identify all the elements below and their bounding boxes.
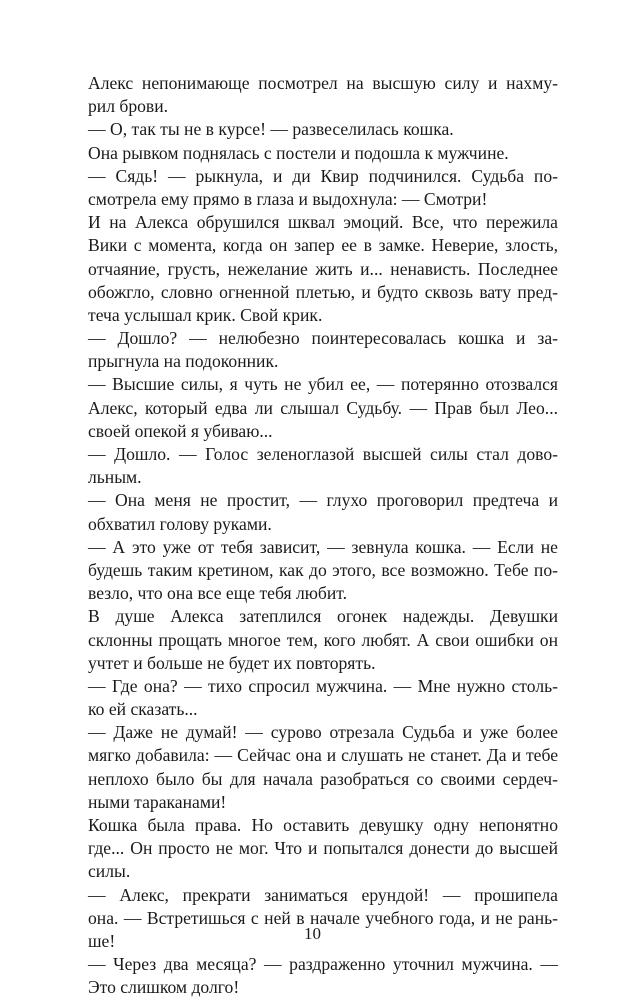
text-line: ше! xyxy=(88,930,116,951)
text-line: где... Он просто не мог. Что и попытался донести до высшей xyxy=(88,838,558,859)
text-line: Вики с момента, когда он запер ее в замке. Неверие, злость, xyxy=(88,235,558,256)
text-line: склонны прощать многое тем, кого любят. А свои ошибки он xyxy=(88,629,558,650)
text-line: — Где она? — тихо спросил мужчина. — Мне нужно столь- xyxy=(88,675,558,696)
text-line: мягко добавила: — Сейчас она и слушать не станет. Да и тебе xyxy=(88,745,558,766)
text-line: В душе Алекса затеплился огонек надежды. Девушки xyxy=(88,606,558,627)
text-line: — О, так ты не в курсе! — развеселилась кошка. xyxy=(88,119,454,140)
body-text xyxy=(88,72,558,1000)
text-line: будешь таким кретином, как до этого, все возможно. Тебе по- xyxy=(88,559,558,580)
text-line: — Дошло. — Голос зеленоглазой высшей силы стал дово- xyxy=(88,444,558,464)
text-line: обожгло, словно огненной плетью, и будто сквозь вату пред- xyxy=(88,281,558,302)
text-line: отчаяние, грусть, нежелание жить и... ненависть. Последнее xyxy=(88,258,558,279)
text-line: Алекс непонимающе посмотрел на высшую силу и нахму- xyxy=(88,73,558,93)
text-line: — Сядь! — рыкнула, и ди Квир подчинился. Судьба по- xyxy=(88,165,558,186)
text-line: обхватил голову руками. xyxy=(88,513,272,534)
text-line: — А это уже от тебя зависит, — зевнула кошка. — Если не xyxy=(88,536,558,557)
text-line: — Даже не думай! — сурово отрезала Судьба и уже более xyxy=(88,722,558,743)
text-line: — Дошло? — нелюбезно поинтересовалась кошка и за- xyxy=(88,328,558,349)
text-line: теча услышал крик. Свой крик. xyxy=(88,304,323,325)
text-line: Это слишком долго! xyxy=(88,977,240,998)
text-line: она. — Встретишься с ней в начале учебного года, и не рань- xyxy=(88,907,558,928)
text-line: — Высшие силы, я чуть не убил ее, — потерянно отозвался xyxy=(88,374,558,395)
text-line: силы. xyxy=(88,861,131,882)
text-line: Она рывком поднялась с постели и подошла к мужчине. xyxy=(88,142,509,163)
text-line: неплохо было бы для начала разобраться со своими сердеч- xyxy=(88,768,558,789)
text-line: своей опекой я убиваю... xyxy=(88,420,273,441)
text-line: — Алекс, прекрати заниматься ерундой! — прошипела xyxy=(88,884,558,905)
text-line: Алекс, который едва ли слышал Судьбу. — Прав был Лео... xyxy=(88,397,558,418)
page-number: 10 xyxy=(304,924,321,943)
text-line: Кошка была права. Но оставить девушку одну непонятно xyxy=(88,815,558,835)
text-line: смотрела ему прямо в глаза и выдохнула: — Смотри! xyxy=(88,188,488,209)
text-line: — Через два месяца? — раздраженно уточнил мужчина. — xyxy=(88,954,558,975)
text-line: учтет и больше не будет их повторять. xyxy=(88,652,376,673)
text-line: прыгнула на подоконник. xyxy=(88,351,279,372)
text-line: рил брови. xyxy=(88,96,169,117)
text-line: — Она меня не простит, — глухо проговорил предтеча и xyxy=(88,490,558,511)
text-line: везло, что она все еще тебя любит. xyxy=(88,583,348,604)
text-line: И на Алекса обрушился шквал эмоций. Все, что пережила xyxy=(88,212,558,233)
text-line: ко ей сказать... xyxy=(88,699,198,720)
text-line: льным. xyxy=(88,467,142,488)
text-line: ными тараканами! xyxy=(88,791,227,812)
